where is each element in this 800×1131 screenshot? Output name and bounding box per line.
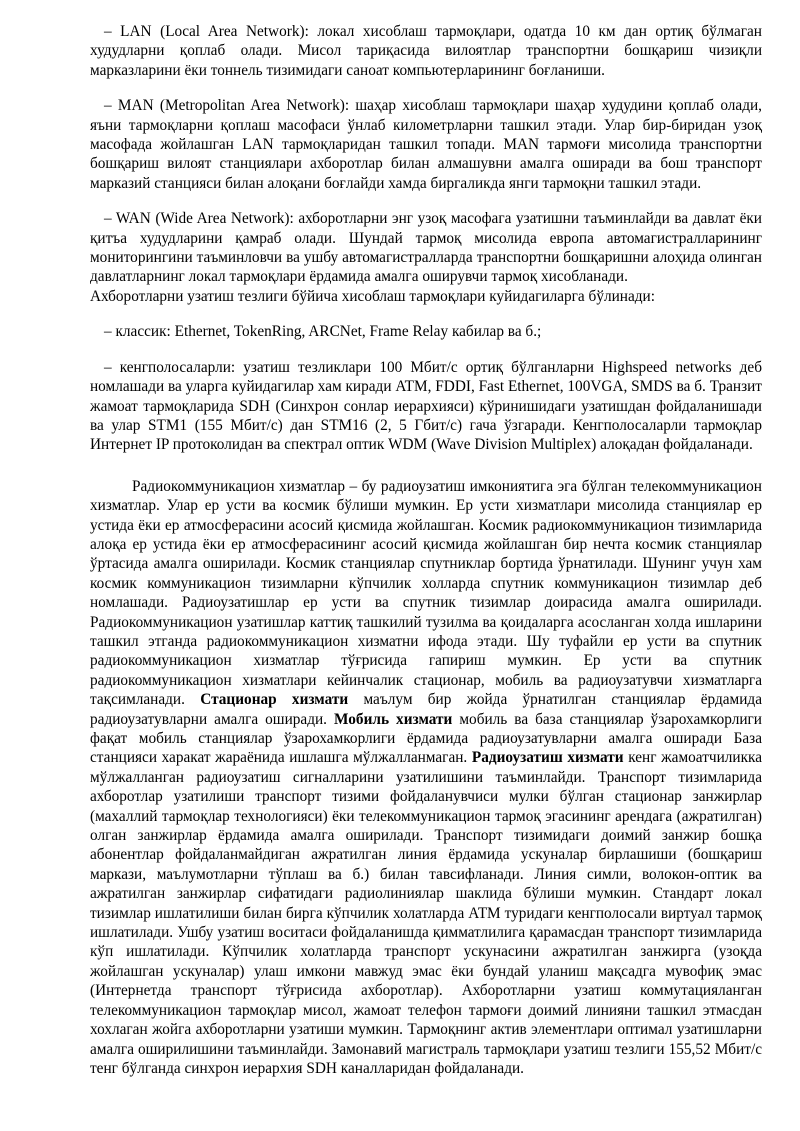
paragraph-broadband: – кенгполосаларли: узатиш тезликлари 100 Мбит/с ортиқ бўлганларни Highspeed networks деб номлашади ва уларга куйидагилар хам киради ATM, FDDI, Fast Ethernet, 100VGA, SMDS ва б. Транзит жамоат тармоқларида SDH (Синхрон сонлар иерархияси) кўринишидаги узатишдан фойдаланишади ва улар STM1 (155 Мбит/с) дан STM16 (2, 5 Гбит/с) гача ўзгаради. Кенгполосаларли тармоқлар Интернет IP протоколидан ва спектрал оптик WDM (Wave Division Multiplex) алоқадан фойдаланади.	[90, 358, 762, 454]
radio-text-1: Радиокоммуникацион хизматлар – бу радиоузатиш имкониятига эга бўлган телекоммуникацион хизматлар. Улар ер усти ва космик бўлиши мумкин. Ер усти хизматлари мисолида станциялар ер устида ёки ер атмосферасини асосий қисмида жойлашган. Космик радиокоммуникацион тизимларида алоқа ер устида ёки ер атмосферасининг асосий қисмида жойлашган бир нечта космик станциялар ўртасида амалга оширилади. Космик станциялар спутниклар бортида ўрнатилади. Шунинг учун хам космик коммуникацион тизимларни кўпчилик холларда спутник коммуникацион тизимлар деб номлашади. Радиоузатишлар ер усти ва спутник тизимлар доирасида амалга оширилади. Радиокоммуникацион узатишлар каттиқ ташкилий тузилма ва қоидаларга асосланган холда ишларини ташкил этганда радиокоммуникацион хизматни ифода этади. Шу туфайли ер усти ва спутник радиокоммуникацион хизматлар тўғрисида гапириш мумкин. Ер усти ва спутник радиокоммуникацион хизматлари кейинчалик стационар, мобиль ва радиоузатувчи хизматларга тақсимланади.	[90, 477, 762, 709]
paragraph-man: – MAN (Metropolitan Area Network): шаҳар хисоблаш тармоқлари шаҳар худудини қоплаб олади, яъни тармоқларни қоплаш масофаси ўнлаб километрларни ташкил этади. Улар бир-биридан узоқ масофада жойлашган LAN тармоқларидан ташкил топади. MAN тармоғи мисолида транспортни бошқариш вилоят станциялари ахборотлар билан алмашувни амалга оширади ва бош транспорт марказий станцияси билан алоқани боғлайди хамда биргаликда янги тармоқни ташкил этади.	[90, 97, 762, 192]
stationary-service-label: Стационар хизмати	[200, 691, 349, 709]
radio-text-3: мобиль ва база станциялар ўзарохамкорлиги фақат мобиль станциялар ўзарохамкорлиги ёрдамида радиоузатувларни амалга оширади База станцияси харакат жараёнида ишлашга мўлжалланмаган.	[90, 710, 762, 767]
paragraph-lan: – LAN (Local Area Network): локал хисоблаш тармоқлари, одатда 10 км дан ортиқ бўлмаган худудларни қоплаб олади. Мисол тариқасида вилоятлар транспортни бошқариш чизиқли марказларини ёки тоннель тизимидаги саноат компьютерларининг боғланиши.	[90, 23, 762, 79]
mobile-service-label: Мобиль хизмати	[334, 710, 453, 728]
document-page	[90, 22, 762, 1078]
paragraph-wan: – WAN (Wide Area Network): ахборотларни энг узоқ масофага узатишни таъминлайди ва давлат ёки қитъа худудларини қамраб олади. Шундай тармоқ мисолида европа автомагистралларининг мониторингини таъминловчи ва ушбу автомагистралларда транспортни бошқаришни алоҳида олинган давлатларнинг локал тармоқлари ёрдамида амалга оширувчи тармоқ хисобланади.	[90, 210, 762, 286]
radio-text-4: кенг жамоатчиликка мўлжалланган радиоузатиш сигналларини узатилишини таъминлайди. Транспорт тизимларида ахборотлар узатилиши транспорт тизими фойдаланувчиси мулки бўлган стационар занжирлар (махаллий тармоқлар технологияси) ёки телекоммуникацион тармоқ эгасининг арендага (ажратилган) олган занжирлар ёрдамида амалга оширилади. Транспорт тизимидаги доимий занжир бошқа абонентлар фойдаланмайдиган ажратилган линия ёрдамида ускуналар бирлашиши (бошқариш маркази, маълумотларни тўплаш ва б.) билан тавсифланади. Линия симли, волокон-оптик ва ажратилган занжирлар сифатидаги радиолиниялар шаклида бўлиши мумкин. Стандарт локал тизимлар ишлатилиши билан бирга кўпчилик холатларда АТМ туридаги кенгполосали виртуал тармоқ ишлатилади. Ушбу узатиш воситаси фойдаланишда қимматлилига қарамасдан транспорт тизимларида кўп ишлатилади. Кўпчилик холатларда транспорт ускунасини ажратилган занжирга (узоқда жойлашган ускуналар) улаш имкони мавжуд эмас ёки бундай уланиш мақсадга мувофиқ эмас (Интернетда транспорт тўғрисида ахборотлар). Ахборотларни узатиш коммутацияланган телекоммуникацион тармоқлар мисол, жамоат телефон тармоғи доимий линияни ташкил этмасдан хохлаган жойга ахборотларни узатиши мумкин. Тармоқнинг актив элементлари оптимал узатишларни амалга оширилишини таъминлайди. Замонавий магистраль тармоқлари узатиш тезлиги 155,52 Мбит/с тенг бўлганда синхрон иерархия SDH каналларидан фойдаланади.	[90, 749, 762, 1077]
broadcast-service-label: Радиоузатиш хизмати	[471, 749, 624, 767]
paragraph-classic: – классик: Ethernet, TokenRing, ARCNet, Frame Relay кабилар ва б.;	[104, 323, 542, 341]
paragraph-speed-intro: Ахборотларни узатиш тезлиги бўйича хисоблаш тармоқлари куйидагиларга бўлинади:	[90, 287, 655, 305]
radio-text-2: маълум бир жойда ўрнатилган станциялар ёрдамида радиоузатувларни амалга оширади.	[90, 691, 762, 728]
paragraph-radio	[90, 477, 762, 1079]
